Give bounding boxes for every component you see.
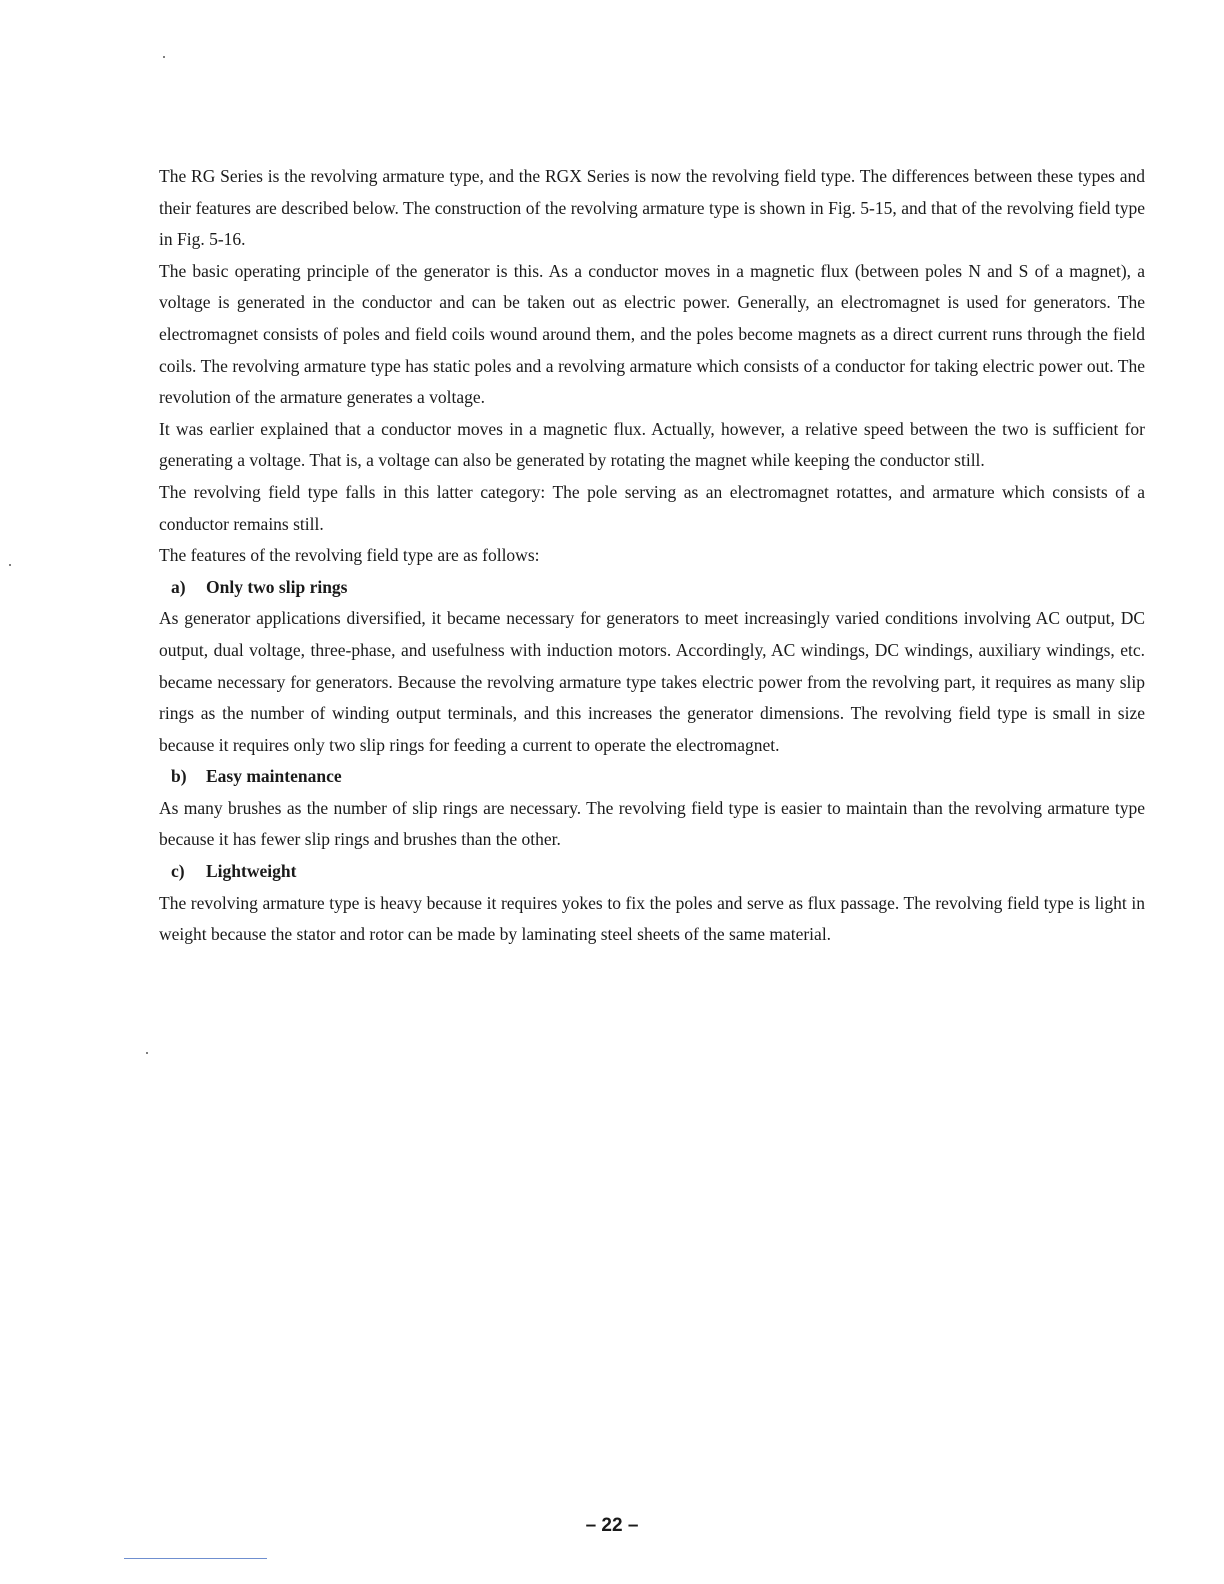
body-text: [159, 161, 1145, 951]
footer-divider: [124, 1558, 267, 1559]
feature-text: As many brushes as the number of slip rings are necessary. The revolving field type is easier to maintain than the revolving armature type because it has fewer slip rings and brushes than the other.: [159, 797, 1145, 850]
feature-item-lightweight: [159, 856, 1145, 951]
feature-text: As generator applications diversified, it became necessary for generators to meet increasingly varied conditions involving AC output, DC output, dual voltage, three-phase, and usefulness with induction motors. Accordingly, AC windings, DC windings, auxiliary windings, etc. became necessary for generators. Because the revolving armature type takes electric power from the revolving part, it requires as many slip rings as the number of winding output terminals, and this increases the generator dimensions. The revolving field type is small in size because it requires only two slip rings for feeding a current to operate the electromagnet.: [159, 608, 1145, 755]
paragraph-features-intro: The features of the revolving field type are as follows:: [159, 545, 540, 566]
page-number: – 22 –: [585, 1515, 639, 1536]
scan-speck: [163, 56, 165, 58]
feature-title: Only two slip rings: [206, 576, 348, 597]
feature-heading: [159, 761, 1145, 793]
feature-letter: a): [171, 576, 186, 597]
feature-title: Lightweight: [206, 861, 297, 882]
paragraph-relative-speed: It was earlier explained that a conductor moves in a magnetic flux. Actually, however, a relative speed between the two is sufficient for generating a voltage. That is, a voltage can also be generated by rotating the magnet while keeping the conductor still.: [159, 418, 1145, 471]
feature-title: Easy maintenance: [206, 766, 342, 787]
scan-speck: [9, 564, 11, 566]
feature-letter: c): [171, 861, 185, 882]
feature-item-maintenance: [159, 761, 1145, 856]
paragraph-intro: The RG Series is the revolving armature type, and the RGX Series is now the revolving field type. The differences between these types and their features are described below. The construction of the revolving armature type is shown in Fig. 5-15, and that of the revolving field type in Fig. 5-16.: [159, 166, 1145, 250]
scan-speck: [146, 1052, 148, 1054]
paragraph-operating-principle: The basic operating principle of the generator is this. As a conductor moves in a magnetic flux (between poles N and S of a magnet), a voltage is generated in the conductor and can be taken out as electric power. Generally, an electromagnet is used for generators. The electromagnet consists of poles and field coils wound around them, and the poles become magnets as a direct current runs through the field coils. The revolving armature type has static poles and a revolving armature which consists of a conductor for taking electric power out. The revolution of the armature generates a voltage.: [159, 260, 1145, 408]
paragraph-revolving-field: The revolving field type falls in this latter category: The pole serving as an electromagnet rotattes, and armature which consists of a conductor remains still.: [159, 481, 1145, 534]
feature-text: The revolving armature type is heavy because it requires yokes to fix the poles and serve as flux passage. The revolving field type is light in weight because the stator and rotor can be made by laminating steel sheets of the same material.: [159, 892, 1145, 945]
feature-heading: [159, 856, 1145, 888]
feature-heading: [159, 572, 1145, 604]
feature-letter: b): [171, 766, 187, 787]
feature-item-slip-rings: [159, 572, 1145, 762]
